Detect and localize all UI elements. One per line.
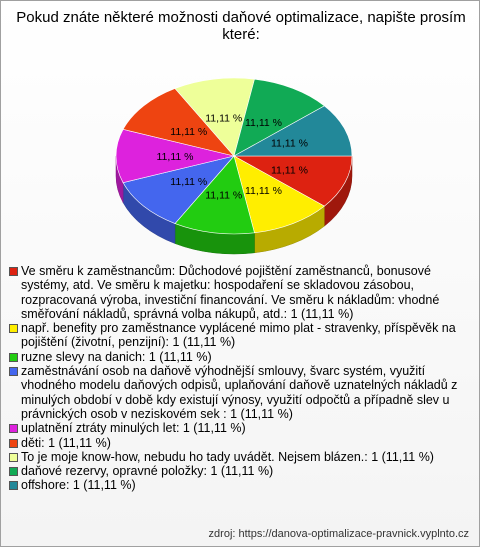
pie-slice-label-9: 11,11 % — [270, 137, 308, 150]
legend-item-1 — [9, 264, 471, 321]
pie-chart — [1, 1, 479, 261]
legend-swatch — [9, 439, 18, 448]
legend-item-8 — [9, 464, 471, 478]
pie-slice-label-7: 11,11 % — [205, 112, 243, 125]
pie-slice-label-8: 11,11 % — [245, 117, 282, 130]
chart-title: Pokud znáte některé možnosti daňové optimalizace, napište prosím které: — [16, 9, 466, 43]
legend-item-4 — [9, 364, 471, 421]
legend-item-7 — [9, 450, 471, 464]
pie-slice-label-6: 11,11 % — [170, 125, 208, 138]
legend-label: děti: 1 (11,11 %) — [21, 435, 111, 450]
source-text: zdroj: https://danova-optimalizace-pravnick.vyplnto.cz — [208, 528, 469, 540]
pie-slice-label-4: 11,11 % — [170, 176, 208, 189]
legend-swatch — [9, 324, 18, 333]
legend-label: ruzne slevy na danich: 1 (11,11 %) — [21, 349, 212, 364]
legend-label: offshore: 1 (11,11 %) — [21, 478, 136, 493]
legend-swatch — [9, 267, 18, 276]
legend-swatch — [9, 481, 18, 490]
legend — [9, 264, 471, 493]
legend-label: Ve směru k zaměstnancům: Důchodové pojištění zaměstnanců, bonusové systémy, atd. Ve směru k majetku: hospodaření se skladovou zásobou, rozpracovaná výroba, investiční financování. Ve směru k nákladům: vhodné směřování nákladů, správná volba nákupů, atd.: 1 (11,11 %) — [21, 264, 440, 321]
pie-slice-label-1: 11,11 % — [270, 164, 308, 177]
pie-slice-label-5: 11,11 % — [156, 151, 194, 163]
legend-item-5 — [9, 421, 471, 435]
legend-swatch — [9, 467, 18, 476]
legend-swatch — [9, 424, 18, 433]
legend-swatch — [9, 353, 18, 362]
legend-label: daňové rezervy, opravné položky: 1 (11,11 %) — [21, 464, 274, 479]
legend-label: To je moje know-how, nebudu ho tady uvádět. Nejsem blázen.: 1 (11,11 %) — [21, 449, 434, 464]
legend-label: uplatnění ztráty minulých let: 1 (11,11 %) — [21, 421, 246, 436]
legend-label: zaměstnávání osob na daňově výhodnější smlouvy, švarc systém, využití vhodného modelu daňových odpisů, uplaňování daňově uznatelných nákladů z minulých období v době kdy existují výnosy, využití odpočtů a případně slev u právnických osob v neziskovém sek : 1 (11,11 %) — [21, 364, 458, 421]
legend-label: např. benefity pro zaměstnance vyplácené mimo plat - stravenky, příspěvěk na pojištění (životní, penzijní): 1 (11,11 %) — [21, 321, 456, 350]
legend-item-6 — [9, 436, 471, 450]
legend-swatch — [9, 367, 18, 376]
legend-swatch — [9, 453, 18, 462]
pie-slice-label-2: 11,11 % — [245, 184, 282, 197]
legend-item-2 — [9, 321, 471, 350]
legend-item-3 — [9, 350, 471, 364]
legend-item-9 — [9, 478, 471, 492]
pie-slice-label-3: 11,11 % — [205, 189, 243, 202]
